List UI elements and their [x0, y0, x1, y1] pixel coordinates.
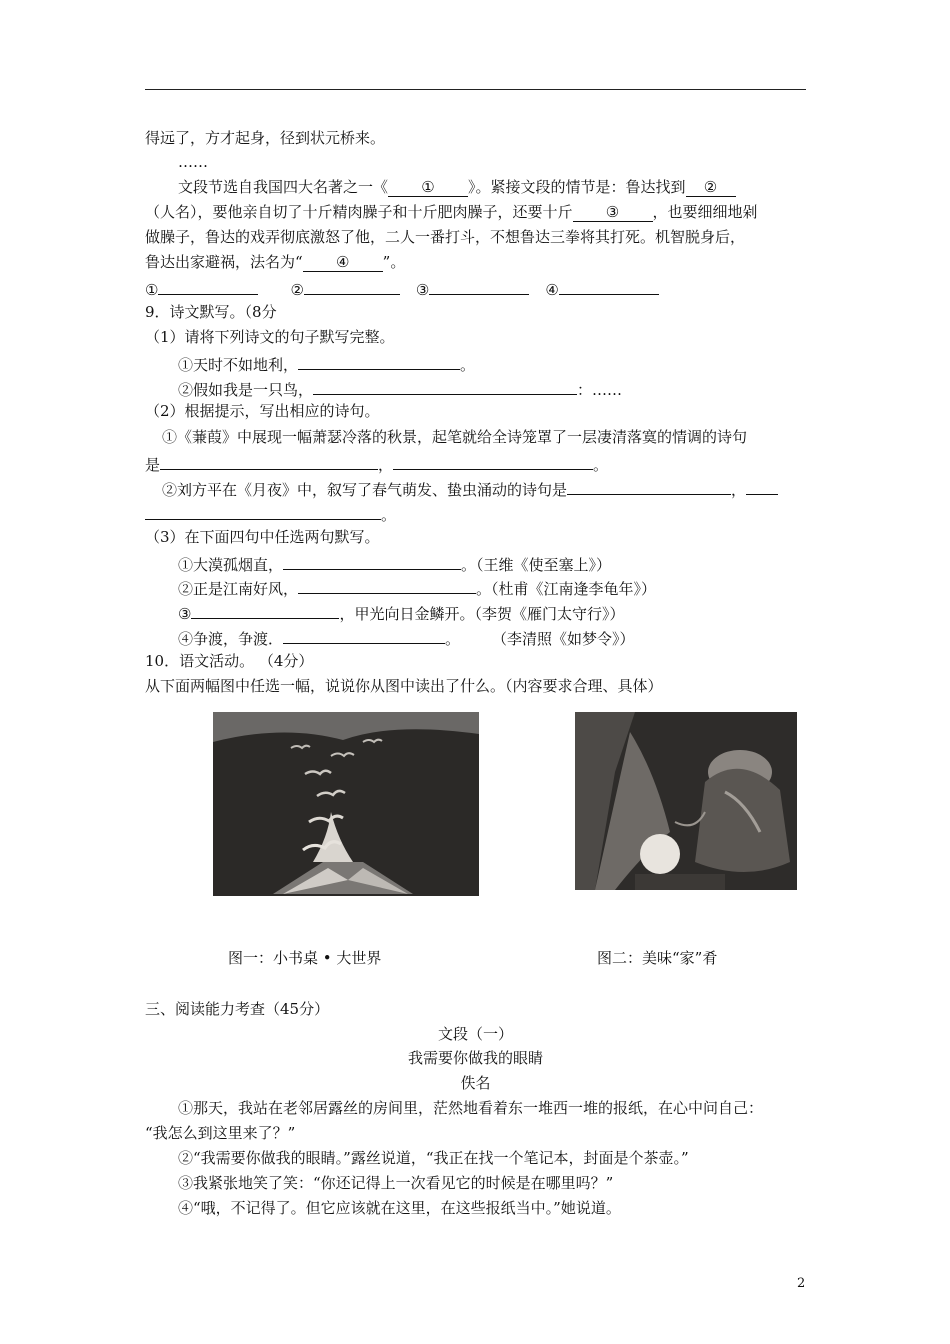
text-line: 文段节选自我国四大名著之一《 ① 》。紧接文段的情节是：鲁达找到 ② [178, 176, 736, 198]
answer-blanks-row: ① ② ③ ④ [145, 276, 659, 301]
paragraph-1: ①那天，我站在老邻居露丝的房间里，茫然地看着东一堆西一堆的报纸，在心中问自己： [178, 1099, 764, 1117]
question-9-1: （1）请将下列诗文的句子默写完整。 [145, 328, 395, 346]
question-10-title: 10．语文活动。 （4分） [145, 652, 314, 670]
text-line: 做臊子，鲁达的戏弄彻底激怒了他，二人一番打斗，不想鲁达三拳将其打死。机智脱身后， [145, 228, 746, 246]
blank-3: ③ [573, 203, 653, 222]
answer-blank[interactable] [283, 625, 445, 644]
answer-blank[interactable] [393, 451, 593, 470]
paragraph-4: ④“哦，不记得了。但它应该就在这里，在这些报纸当中。”她说道。 [178, 1199, 621, 1217]
answer-blank[interactable] [313, 376, 577, 395]
answer-blank-4[interactable] [559, 276, 659, 295]
question-9-2: （2）根据提示，写出相应的诗句。 [145, 402, 380, 420]
blank-2: ② [686, 178, 736, 197]
question-9-1a: ①天时不如地利， 。 [178, 351, 475, 376]
question-9-2a: ①《蒹葭》中展现一幅萧瑟冷落的秋景，起笔就给全诗笼罩了一层凄清落寞的情调的诗句 [162, 428, 748, 446]
blank-1: ① [388, 178, 468, 197]
page-number: 2 [797, 1276, 806, 1291]
question-9-2b: ②刘方平在《月夜》中，叙写了春气萌发、蛰虫涌动的诗句是 ， [162, 476, 778, 501]
passage-part-label: 文段（一） [437, 1025, 513, 1043]
question-10-desc: 从下面两幅图中任选一幅，说说你从图中读出了什么。（内容要求合理、具体） [145, 677, 663, 695]
figure-2-family-meal [575, 712, 797, 890]
book-birds-illustration [213, 712, 479, 896]
question-9-title: 9．诗文默写。（8分 [145, 303, 277, 321]
question-9-3c: ③ ，甲光向日金鳞开。（李贺《雁门太守行》） [178, 600, 624, 625]
question-9-3a: ①大漠孤烟直， 。（王维《使至塞上》） [178, 551, 611, 576]
ellipsis-line: …… [178, 153, 208, 171]
text-line: 鲁达出家避祸，法名为“ ④ ”。 [145, 253, 406, 271]
answer-blank[interactable] [145, 501, 381, 520]
answer-blank[interactable] [298, 351, 460, 370]
answer-blank[interactable] [283, 551, 461, 570]
text-line: 得远了，方才起身，径到状元桥来。 [145, 129, 386, 147]
answer-blank-1[interactable] [158, 276, 258, 295]
answer-blank[interactable] [160, 451, 378, 470]
family-meal-illustration [575, 712, 797, 890]
section-3-heading: 三、阅读能力考查（45分） [145, 1000, 330, 1018]
paragraph-1-cont: “我怎么到这里来了？” [145, 1124, 296, 1142]
question-9-3d: ④争渡，争渡． 。 （李清照《如梦令》） [178, 625, 635, 650]
paragraph-3: ③我紧张地笑了笑：“你还记得上一次看见它的时候是在哪里吗？” [178, 1174, 614, 1192]
question-9-3b: ②正是江南好风， 。（杜甫《江南逢李龟年》） [178, 575, 656, 600]
answer-blank[interactable] [567, 476, 731, 495]
paragraph-2: ②“我需要你做我的眼睛。”露丝说道，“我正在找一个笔记本，封面是个茶壶。” [178, 1149, 689, 1167]
answer-blank-3[interactable] [429, 276, 529, 295]
figure-1-book-birds [213, 712, 479, 896]
answer-blank-2[interactable] [304, 276, 400, 295]
figure-2-caption: 图二：美味“家”肴 [597, 949, 718, 967]
question-9-3: （3）在下面四句中任选两句默写。 [145, 528, 380, 546]
question-9-2b-cont: 。 [145, 501, 396, 526]
question-9-1b: ②假如我是一只鸟， ：…… [178, 376, 622, 401]
text-line: （人名），要他亲自切了十斤精肉臊子和十斤肥肉臊子，还要十斤 ③ ，也要细细地剁 [145, 203, 758, 221]
passage-author: 佚名 [460, 1074, 491, 1092]
passage-title: 我需要你做我的眼睛 [407, 1049, 543, 1067]
header-rule [145, 89, 806, 90]
answer-blank[interactable] [298, 575, 476, 594]
figure-1-caption: 图一：小书桌 • 大世界 [228, 949, 382, 967]
question-9-2a-answer: 是 ， 。 [145, 451, 608, 476]
answer-blank[interactable] [191, 600, 339, 619]
answer-blank[interactable] [746, 476, 778, 495]
blank-4: ④ [303, 253, 383, 272]
